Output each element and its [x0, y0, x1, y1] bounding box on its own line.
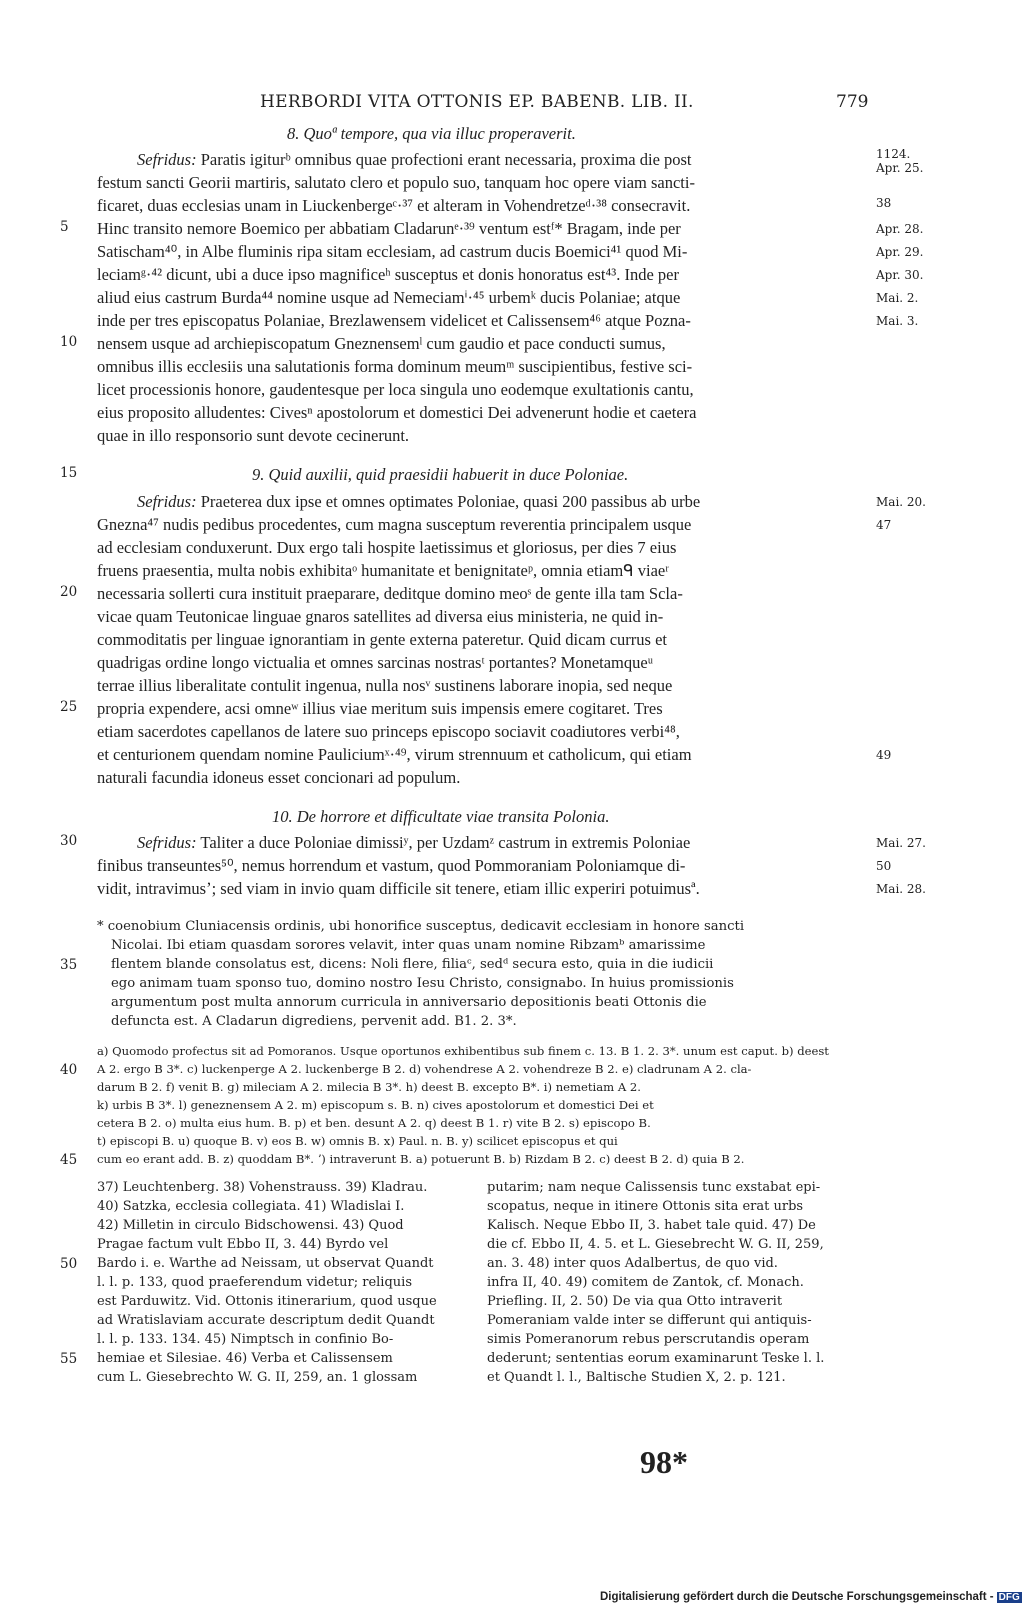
note-line: defuncta est. A Cladarun digrediens, pervenit add. B1. 2. 3*. — [111, 1014, 517, 1029]
footer-text: Digitalisierung gefördert durch die Deutsche Forschungsgemeinschaft - — [600, 1591, 994, 1603]
text-line: ficaret, duas ecclesias unam in Liuckenbergeᶜ·³⁷ et alteram in Vohendretzeᵈ·³⁸ consecravit. — [97, 196, 691, 215]
margin-note: 47 — [876, 518, 892, 532]
text-line: omnibus illis ecclesiis una salutationis forma dominum meumᵐ suscipientibus, festive sci- — [97, 357, 693, 376]
apparatus-line: A 2. ergo B 3*. c) luckenperge A 2. luckenberge B 2. d) vohendrese A 2. vohendreze B 2. e) cladrunam A 2. cla- — [97, 1062, 752, 1076]
text-line: aliud eius castrum Burda⁴⁴ nomine usque ad Nemeciamⁱ·⁴⁵ urbemᵏ ducis Polaniae; atque — [97, 288, 681, 307]
note-line: infra II, 40. 49) comitem de Zantok, cf. Monach. — [487, 1275, 804, 1290]
margin-note: Mai. 27. — [876, 836, 926, 850]
note-line: Pomeraniam valde inter se differunt qui antiquis- — [487, 1313, 812, 1328]
dfg-logo: DFG — [998, 1592, 1020, 1603]
text-line: ad ecclesiam conduxerunt. Dux ergo tali hospite laetissimus et gloriosus, per dies 7 eius — [97, 538, 677, 557]
margin-note: Apr. 25. — [876, 161, 924, 175]
line-number: 40 — [60, 1062, 78, 1078]
text-line: propria expendere, acsi omneʷ illius viae meritum suis impensis emere cogitaret. Tres — [97, 699, 663, 718]
note-line: dederunt; sententias eorum examinarunt Teske l. l. — [487, 1351, 825, 1366]
note-line: l. l. p. 133, quod praeferendum videtur; reliquis — [97, 1275, 412, 1290]
footer — [600, 1591, 1020, 1603]
note-line: l. l. p. 133. 134. 45) Nimptsch in confinio Bo- — [97, 1332, 394, 1347]
margin-note: Apr. 30. — [876, 268, 924, 282]
page-number: 779 — [836, 92, 869, 112]
line-number: 20 — [60, 584, 78, 600]
note-line: argumentum post multa annorum curricula in anniversario depositionis beati Ottonis die — [111, 995, 707, 1010]
note-line: Pragae factum vult Ebbo II, 3. 44) Byrdo vel — [97, 1237, 389, 1252]
text-line: et centurionem quendam nomine Pauliciumˣ·⁴⁹, virum strennuum et catholicum, qui etiam — [97, 745, 692, 764]
margin-note: Apr. 28. — [876, 222, 924, 236]
text-line: fruens praesentia, multa nobis exhibitaᵒ humanitate et benignitateᵖ, omnia etiamᑫ viaeʳ — [97, 561, 669, 580]
text-line: inde per tres episcopatus Polaniae, Brezlawensem videlicet et Calissensem⁴⁶ atque Pozna- — [97, 311, 691, 330]
text-line: quae in illo responsorio sunt devote cecinerunt. — [97, 426, 410, 445]
margin-note: Apr. 29. — [876, 245, 924, 259]
margin-note: Mai. 28. — [876, 882, 926, 896]
note-line: scopatus, neque in itinere Ottonis sita erat urbs — [487, 1199, 804, 1214]
note-line: an. 3. 48) inter quos Adalbertus, de quo vid. — [487, 1256, 778, 1271]
text-line: finibus transeuntes⁵⁰, nemus horrendum et vastum, quod Pommoraniam Poloniamque di- — [97, 856, 686, 875]
running-title: HERBORDI VITA OTTONIS EP. BABENB. LIB. II. — [260, 92, 694, 112]
text-line: Hinc transito nemore Boemico per abbatiam Cladarunᵉ·³⁹ ventum estᶠ* Bragam, inde per — [97, 219, 681, 238]
text-line: licet processionis honore, gaudentesque per loca singula uno eodemque exultationis cantu, — [97, 380, 694, 399]
text-line: festum sancti Georii martiris, salutato clero et populo suo, tanquam hoc opere viam sancti- — [97, 173, 695, 192]
text-line: etiam sacerdotes capellanos de latere suo princeps episcopo sociavit coadiutores verbi⁴⁸, — [97, 722, 680, 741]
note-line: * coenobium Cluniacensis ordinis, ubi honorifice susceptus, dedicavit ecclesiam in honore sancti — [97, 919, 745, 934]
note-line: 42) Milletin in circulo Bidschowensi. 43) Quod — [97, 1218, 404, 1233]
line-number: 35 — [60, 957, 78, 973]
note-line: Kalisch. Neque Ebbo II, 3. habet tale quid. 47) De — [487, 1218, 816, 1233]
line-number: 25 — [60, 699, 78, 715]
text-line: Satischam⁴⁰, in Albe fluminis ripa sitam ecclesiam, ad castrum ducis Boemici⁴¹ quod Mi- — [97, 242, 688, 261]
note-line: flentem blande consolatus est, dicens: Noli flere, filiaᶜ, sedᵈ secura esto, quia in die iudicii — [111, 957, 714, 972]
apparatus-line: k) urbis B 3*. l) geneznensem A 2. m) episcopum s. B. n) cives apostolorum et domestici Dei et — [97, 1098, 654, 1112]
apparatus-line: cetera B 2. o) multa eius hum. B. p) et ben. desunt A 2. q) deest B 1. r) vite B 2. s) episcopo B. — [97, 1116, 651, 1130]
text-line: eius proposito alludentes: Civesⁿ apostolorum et domestici Dei advenerunt hodie et caetera — [97, 403, 697, 422]
text-line: commoditatis per linguae ignorantiam in gente externa pateretur. Quid dicam currus et — [97, 630, 667, 649]
note-line: Nicolai. Ibi etiam quasdam sorores velavit, inter quas unam nomine Ribzamᵇ amarissime — [111, 938, 706, 953]
note-line: die cf. Ebbo II, 4. 5. et L. Giesebrecht W. G. II, 259, — [487, 1237, 824, 1252]
line-number: 55 — [60, 1351, 78, 1367]
note-line: simis Pomeranorum rebus perscrutandis operam — [487, 1332, 810, 1347]
note-line: ego animam tuam sponso tuo, domino nostro Iesu Christo, consignabo. In huius promissionis — [111, 976, 734, 991]
margin-note: Mai. 20. — [876, 495, 926, 509]
margin-note: Mai. 2. — [876, 291, 919, 305]
margin-note: 38 — [876, 196, 892, 210]
margin-note: 50 — [876, 859, 892, 873]
text-line: 8. Quoª tempore, qua via illuc properaverit. — [287, 124, 576, 143]
signature-mark: 98* — [640, 1444, 688, 1480]
text-line: 9. Quid auxilii, quid praesidii habuerit in duce Poloniae. — [252, 465, 629, 484]
note-line: putarim; nam neque Calissensis tunc exstabat epi- — [487, 1180, 821, 1195]
apparatus-line: cum eo erant add. B. z) quoddam B*. ʼ) intraverunt B. a) potuerunt B. b) Rizdam B 2. c) deest B 2. d) quia B 2. — [97, 1152, 745, 1166]
note-line: et Quandt l. l., Baltische Studien X, 2. p. 121. — [487, 1370, 786, 1385]
line-number: 10 — [60, 334, 78, 350]
text-line: leciamᵍ·⁴² dicunt, ubi a duce ipso magnificeʰ susceptus et donis honoratus est⁴³. Inde per — [97, 265, 679, 284]
line-number: 30 — [60, 833, 78, 849]
note-line: 40) Satzka, ecclesia collegiata. 41) Wladislai I. — [97, 1199, 405, 1214]
line-number: 45 — [60, 1152, 78, 1168]
apparatus-line: t) episcopi B. u) quoque B. v) eos B. w) omnis B. x) Paul. n. B. y) scilicet episcopus et qui — [97, 1134, 618, 1148]
text-line: vidit, intravimusʼ; sed viam in invio quam difficile sit tenere, etiam illic experiri potuimusª. — [97, 879, 700, 898]
note-line: Bardo i. e. Warthe ad Neissam, ut observat Quandt — [97, 1256, 434, 1271]
text-line: terrae illius liberalitate contulit ingenua, nulla nosᵛ sustinens laborare inopia, sed neque — [97, 676, 673, 695]
line-number: 15 — [60, 465, 78, 481]
line-number: 50 — [60, 1256, 78, 1272]
text-line: quadrigas ordine longo victualia et omnes sarcinas nostrasᵗ portantes? Monetamqueᵘ — [97, 653, 654, 672]
text-line: naturali facundia idoneus esset concionari ad populum. — [97, 768, 461, 787]
note-line: Priefling. II, 2. 50) De via qua Otto intraverit — [487, 1294, 783, 1309]
note-line: est Parduwitz. Vid. Ottonis itinerarium, quod usque — [97, 1294, 437, 1309]
apparatus-line: darum B 2. f) venit B. g) mileciam A 2. milecia B 3*. h) deest B. excepto B*. i) nemetiam A 2. — [97, 1080, 641, 1094]
note-line: 37) Leuchtenberg. 38) Vohenstrauss. 39) Kladrau. — [97, 1180, 428, 1195]
note-line: cum L. Giesebrechto W. G. II, 259, an. 1 glossam — [97, 1370, 418, 1385]
text-line: vicae quam Teutonicae linguae gnaros satellites ad diversa eius ministeria, ne quid in- — [97, 607, 664, 626]
text-line: Sefridus: Paratis igiturᵇ omnibus quae profectioni erant necessaria, proxima die post — [137, 150, 692, 169]
text-line: necessaria sollerti cura instituit praeparare, deditque domino meoˢ de gente illa tam Scla- — [97, 584, 683, 603]
note-line: hemiae et Silesiae. 46) Verba et Calissensem — [97, 1351, 393, 1366]
margin-note: Mai. 3. — [876, 314, 919, 328]
text-line: Sefridus: Praeterea dux ipse et omnes optimates Poloniae, quasi 200 passibus ab urbe — [137, 492, 701, 511]
note-line: ad Wratislaviam accurate descriptum dedit Quandt — [97, 1313, 435, 1328]
text-line: nensem usque ad archiepiscopatum Gneznensemˡ cum gaudio et pace conducti sumus, — [97, 334, 666, 353]
margin-note: 49 — [876, 748, 892, 762]
text-line: Sefridus: Taliter a duce Poloniae dimissiʸ, per Uzdamᶻ castrum in extremis Poloniae — [137, 833, 691, 852]
text-line: 10. De horrore et difficultate viae transita Polonia. — [272, 807, 610, 826]
text-line: Gnezna⁴⁷ nudis pedibus procedentes, cum magna susceptum reverentia principalem usque — [97, 515, 692, 534]
line-number: 5 — [60, 219, 69, 235]
margin-note: 1124. — [876, 147, 911, 161]
apparatus-line: a) Quomodo profectus sit ad Pomoranos. Usque oportunos exhibentibus sub finem c. 13. B 1. 2. 3*. unum est caput. b) deest — [97, 1044, 829, 1058]
running-header — [0, 92, 1000, 118]
